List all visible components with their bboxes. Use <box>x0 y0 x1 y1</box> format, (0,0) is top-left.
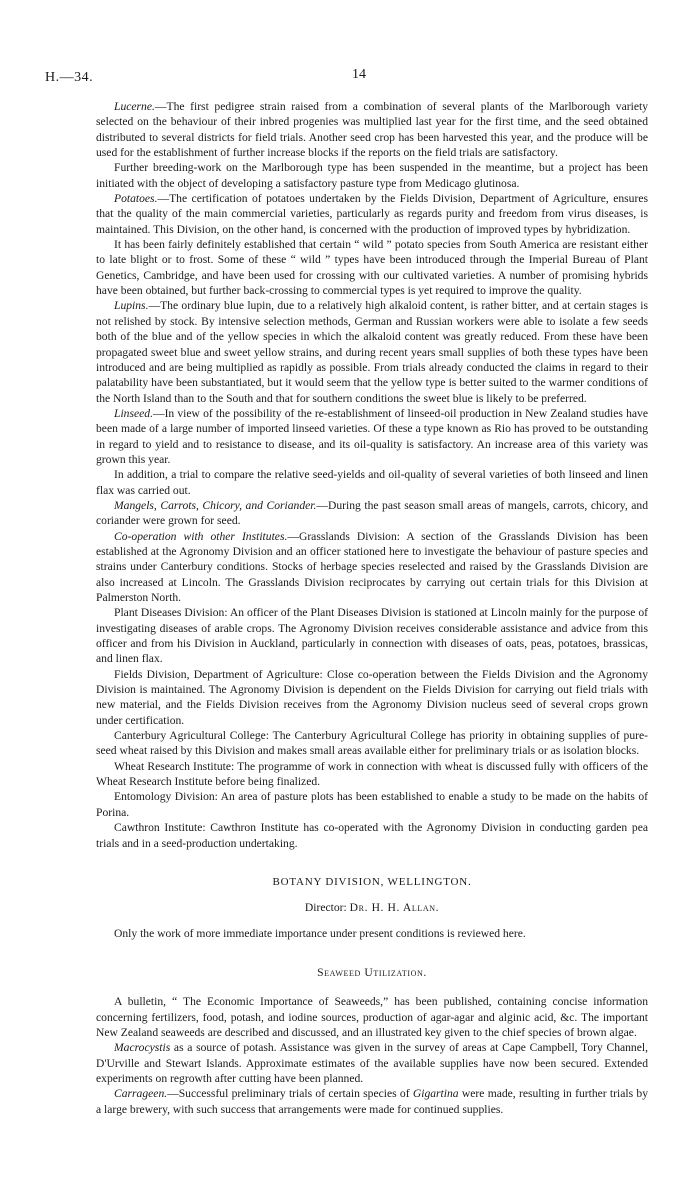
text-lupins: —The ordinary blue lupin, due to a relatively high alkaloid content, is rather bitter, and at certain stages is not relished by stock. By intensive selection methods, German and Russian workers were able to isolate a few seeds both of the blue and of the yellow species in which the alkaloid content was greatly reduced. From these have been propagated sweet blue and sweet yellow strains, and during recent years small supplies of both these types have been introduced and are being multiplied as rapidly as possible. From trials already conducted the claims in regard to their palatability have been substantiated, but it would seem that the yellow type is better suited to the warmer conditions of the North Island than to the South and that for southern conditions the sweet blue is likely to be preferred. <box>96 299 648 405</box>
lead-mangels: Mangels, Carrots, Chicory, and Coriander. <box>114 498 317 512</box>
paragraph-linseed-trial: In addition, a trial to compare the relative seed-yields and oil-quality of several varieties of both linseed and linen flax was carried out. <box>96 468 648 497</box>
paragraph-lucerne <box>96 99 648 160</box>
paragraph-carrageen <box>96 1086 648 1117</box>
lead-macrocystis: Macrocystis <box>114 1041 171 1055</box>
paragraph-wheat: Wheat Research Institute: The programme of work in connection with wheat is discussed fully with officers of the Wheat Research Institute before being finalized. <box>96 759 648 789</box>
paragraph-lupins <box>96 298 648 405</box>
paragraph-entomology: Entomology Division: An area of pasture plots has been established to enable a study to be made on the habits of Porina. <box>96 790 648 819</box>
director-name: Dr. H. H. Allan. <box>349 901 440 915</box>
paragraph-wild-potato: It has been fairly definitely established that certain “ wild ” potato species from South America are resistant either to late blight or to frost. Some of these “ wild ” types have been introduced through the Imperial Bureau of Plant Genetics, Cambridge, and have been used for crossing with our cultivated varieties. A number of promising hybrids have been obtained, but further back-crossing to commercial types is yet required to improve the quality. <box>96 238 648 298</box>
paragraph-potatoes <box>96 191 648 237</box>
seaweed-heading: Seaweed Utilization. <box>317 965 427 979</box>
paragraph-plant-diseases: Plant Diseases Division: An officer of the Plant Diseases Division is stationed at Lincoln mainly for the purpose of investigating diseases of arable crops. The Agronomy Division receives considerable assistance and advice from this officer and from his Division in Auckland, particularly in connection with diseases of oats, peas, potatoes, brassicas, and linen flax. <box>96 606 648 666</box>
paragraph-linseed <box>96 406 648 467</box>
paragraph-cooperation <box>96 529 648 606</box>
lead-cooperation: Co-operation with other Institutes. <box>114 529 288 543</box>
text-carrageen-b: were made, resulting in further trials by a large brewery, with such success that arrangements were made for continued supplies. <box>96 1087 648 1116</box>
text-potatoes: —The certification of potatoes undertaken by the Fields Division, Department of Agriculture, ensures that the quality of the main commercial varieties, particularly as regards purity and freedom from virus diseases, is maintained. This Division, on the other hand, is concerned with the production of improved types by hybridization. <box>96 192 648 236</box>
paragraph-macrocystis <box>96 1040 648 1086</box>
paragraph-breeding: Further breeding-work on the Marlborough type has been suspended in the meantime, but a project has been initiated with the object of developing a satisfactory pasture type from Medicago glutinosa. <box>96 161 648 190</box>
genus-gigartina: Gigartina <box>412 1087 459 1101</box>
botany-note: Only the work of more immediate importance under present conditions is reviewed here. <box>114 926 526 940</box>
paragraph-fields-division: Fields Division, Department of Agriculture: Close co-operation between the Fields Division and the Agronomy Division is maintained. The Agronomy Division is dependent on the Fields Division for carrying out field trials with new material, and the Fields Division receives from the Agronomy Division nucleus seed of several crops grown under certification. <box>96 667 648 727</box>
page-body <box>96 99 648 1117</box>
botany-director <box>96 900 648 915</box>
lead-carrageen: Carrageen. <box>114 1087 168 1101</box>
botany-heading: BOTANY DIVISION, WELLINGTON. <box>272 875 472 888</box>
text-macrocystis: as a source of potash. Assistance was given in the survey of areas at Cape Campbell, Tory Channel, D'Urville and Stewart Islands. Approximate estimates of the available supplies have now been secured. Extended experiments on regrowth after cutting have been planned. <box>96 1041 648 1085</box>
lead-linseed: Linseed. <box>114 406 153 420</box>
page-number: 14 <box>352 67 366 82</box>
lead-potatoes: Potatoes. <box>114 192 158 206</box>
paragraph-canterbury: Canterbury Agricultural College: The Canterbury Agricultural College has priority in obtaining supplies of pure-seed wheat raised by this Division and makes small areas available either for preliminary trials or as isolation blocks. <box>96 729 648 758</box>
paragraph-cawthron: Cawthron Institute: Cawthron Institute has co-operated with the Agronomy Division in conducting garden pea trials and in a seed-production undertaking. <box>96 821 648 850</box>
lead-lucerne: Lucerne. <box>114 100 155 113</box>
text-lucerne: —The first pedigree strain raised from a combination of several plants of the Marlborough variety selected on the behaviour of their inbred progenies was multiplied last year for the first time, and the seed obtained distributed to several districts for field trials. Another seed crop has been harvested this year, and the produce will be used for the establishment of further increase blocks if the reports on the field trials are satisfactory. <box>96 100 648 160</box>
text-linseed: —In view of the possibility of the re-establishment of linseed-oil production in New Zealand studies have been made of a large number of imported linseed varieties. Of these a type known as Rio has proved to be outstanding in regard to yield and to resistance to disease, and its oil-quality is satisfactory. An increase area of this variety was grown this year. <box>96 406 648 466</box>
paragraph-seaweed-bulletin: A bulletin, “ The Economic Importance of Seaweeds,” has been published, containing concise information concerning fertilizers, food, potash, and iodine sources, production of agar-agar and alginic acid, &c. The important New Zealand seaweeds are described and discussed, and an illustrated key given to the chief species of brown algae. <box>96 995 648 1039</box>
text-carrageen-a: —Successful preliminary trials of certain species of <box>167 1087 413 1101</box>
document-reference: H.—34. <box>45 70 94 85</box>
text-mangels: —During the past season small areas of mangels, carrots, chicory, and coriander were grown for seed. <box>96 498 648 528</box>
director-label: Director: <box>304 901 347 915</box>
lead-lupins: Lupins. <box>114 299 149 313</box>
paragraph-mangels <box>96 498 648 529</box>
text-cooperation: —Grasslands Division: A section of the Grasslands Division has been established at the Agronomy Division and an officer stationed here to investigate the behaviour of pasture species and strains under Canterbury conditions. Stocks of herbage species reselected and raised by the Grasslands Division are also increased at Lincoln. The Grasslands Division reciprocates by carrying out certain trials for this Division at Palmerston North. <box>96 529 648 604</box>
